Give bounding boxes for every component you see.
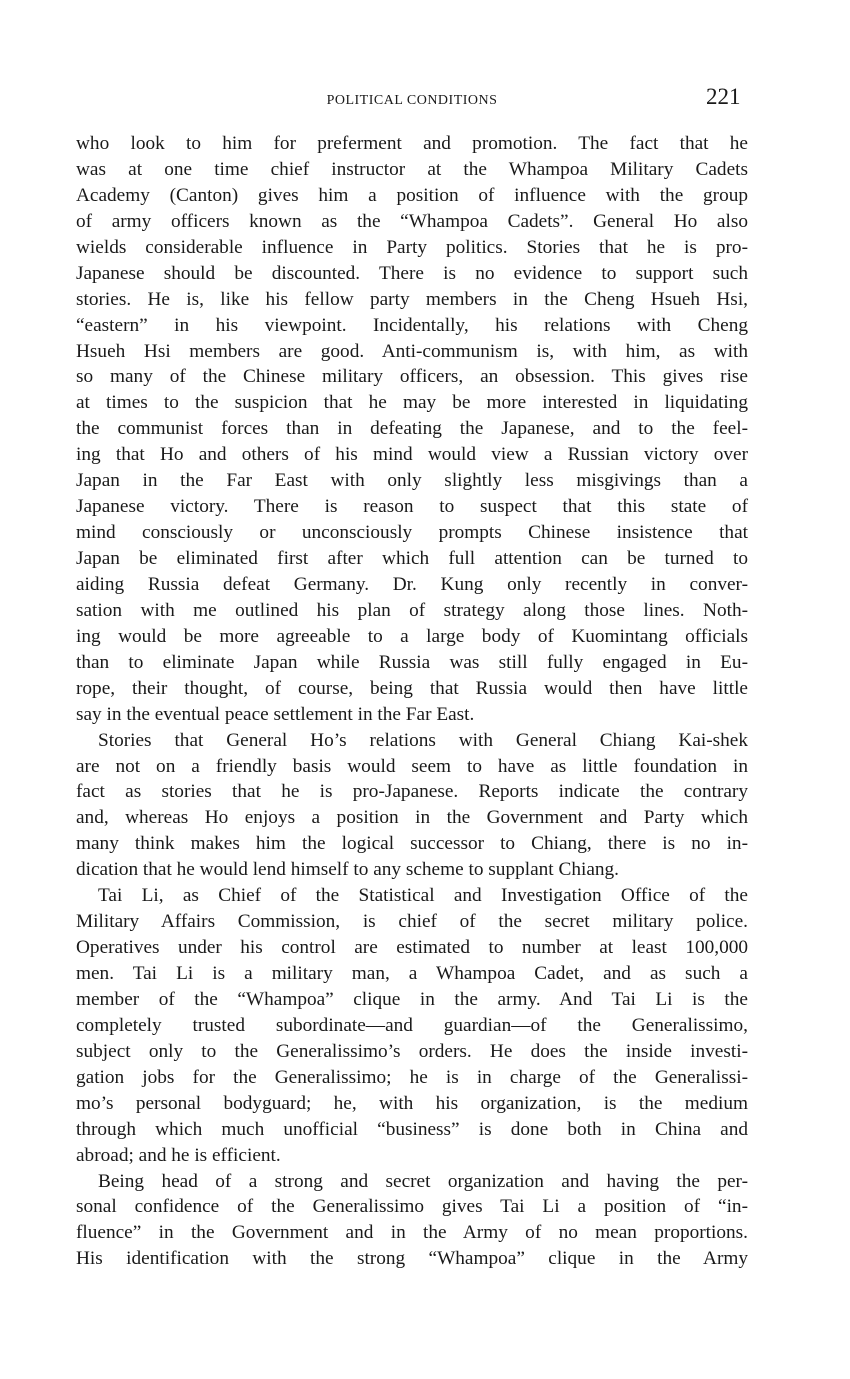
text-line: abroad; and he is efficient. <box>76 1144 281 1166</box>
text-line: Academy (Canton) gives him a position of influence with the group <box>76 184 748 206</box>
text-line: ing would be more agreeable to a large body of Kuomintang officials <box>76 625 748 647</box>
text-line: member of the “Whampoa” clique in the army. And Tai Li is the <box>76 988 748 1010</box>
text-line: are not on a friendly basis would seem to have as little foundation in <box>76 755 748 777</box>
text-line: gation jobs for the Generalissimo; he is in charge of the Generalissi- <box>76 1066 748 1088</box>
text-line: stories. He is, like his fellow party members in the Cheng Hsueh Hsi, <box>76 288 748 310</box>
running-head <box>0 84 850 120</box>
text-line: through which much unofficial “business” is done both in China and <box>76 1118 748 1140</box>
text-line: completely trusted subordinate—and guardian—of the Generalissimo, <box>76 1014 748 1036</box>
text-line: Japanese victory. There is reason to suspect that this state of <box>76 496 748 518</box>
text-line: so many of the Chinese military officers, an obsession. This gives rise <box>76 366 748 388</box>
text-line: of army officers known as the “Whampoa Cadets”. General Ho also <box>76 210 748 232</box>
running-title: POLITICAL CONDITIONS <box>326 93 498 108</box>
text-line: His identification with the strong “Whampoa” clique in the Army <box>76 1248 748 1270</box>
text-line: Being head of a strong and secret organization and having the per- <box>98 1170 748 1192</box>
text-line: “eastern” in his viewpoint. Incidentally, his relations with Cheng <box>76 314 748 336</box>
paragraph <box>76 728 748 884</box>
page-number: 221 <box>706 84 741 109</box>
text-line: mo’s personal bodyguard; he, with his organization, is the medium <box>76 1092 748 1114</box>
text-line: Operatives under his control are estimated to number at least 100,000 <box>76 937 748 959</box>
text-line: Tai Li, as Chief of the Statistical and Investigation Office of the <box>98 885 748 907</box>
text-line: rope, their thought, of course, being that Russia would then have little <box>76 677 748 699</box>
text-line: subject only to the Generalissimo’s orders. He does the inside investi- <box>76 1040 748 1062</box>
text-line: than to eliminate Japan while Russia was still fully engaged in Eu- <box>76 651 748 673</box>
body-text <box>76 131 748 1272</box>
text-line: was at one time chief instructor at the Whampoa Military Cadets <box>76 158 748 180</box>
text-line: ing that Ho and others of his mind would view a Russian victory over <box>76 444 748 466</box>
text-line: who look to him for preferment and promotion. The fact that he <box>76 133 748 154</box>
paragraph <box>76 131 748 728</box>
text-line: Japan be eliminated first after which full attention can be turned to <box>76 548 748 569</box>
text-line: sonal confidence of the Generalissimo gives Tai Li a position of “in- <box>76 1196 748 1218</box>
text-line: Hsueh Hsi members are good. Anti-communism is, with him, as with <box>76 340 748 362</box>
text-line: Japan in the Far East with only slightly less misgivings than a <box>76 470 748 492</box>
text-line: the communist forces than in defeating the Japanese, and to the feel- <box>76 418 748 440</box>
text-line: Japanese should be discounted. There is no evidence to support such <box>76 262 748 284</box>
paragraph <box>76 1169 748 1273</box>
text-line: Stories that General Ho’s relations with General Chiang Kai-shek <box>98 729 748 751</box>
text-line: mind consciously or unconsciously prompts Chinese insistence that <box>76 522 748 544</box>
text-line: Military Affairs Commission, is chief of the secret military police. <box>76 911 748 933</box>
text-line: many think makes him the logical successor to Chiang, there is no in- <box>76 833 748 855</box>
paragraph <box>76 883 748 1168</box>
text-line: wields considerable influence in Party politics. Stories that he is pro- <box>76 236 748 258</box>
text-line: fluence” in the Government and in the Army of no mean proportions. <box>76 1222 748 1244</box>
text-line: aiding Russia defeat Germany. Dr. Kung only recently in conver- <box>76 573 748 595</box>
text-line: at times to the suspicion that he may be more interested in liquidating <box>76 392 748 414</box>
text-line: men. Tai Li is a military man, a Whampoa Cadet, and as such a <box>76 963 748 984</box>
text-line: and, whereas Ho enjoys a position in the Government and Party which <box>76 807 748 829</box>
text-line: say in the eventual peace settlement in the Far East. <box>76 703 475 725</box>
text-line: fact as stories that he is pro-Japanese. Reports indicate the contrary <box>76 781 748 803</box>
text-line: sation with me outlined his plan of strategy along those lines. Noth- <box>76 599 748 621</box>
text-line: dication that he would lend himself to any scheme to supplant Chiang. <box>76 859 619 881</box>
